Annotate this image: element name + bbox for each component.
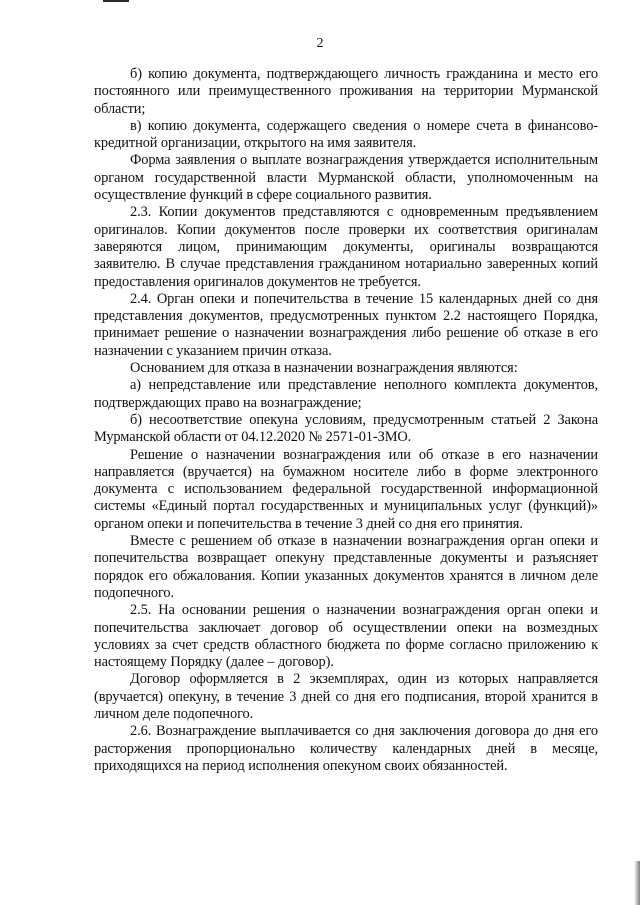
- paragraph-contract-copies: Договор оформляется в 2 экземплярах, один из которых направляется (вручается) опекуну, в течение 3 дней со дня его подписания, второй хранится в личном деле подопечного.: [94, 671, 598, 722]
- paragraph-decision-delivery: Решение о назначении вознаграждения или об отказе в его назначении направляется (вручается) на бумажном носителе либо в форме электронного документа с использованием федеральной государственной информационной системы «Единый портал государственных и муниципальных услуг (функций)» органом опеки и попечительства в течение 3 дней со дня его принятия.: [94, 446, 598, 532]
- paragraph-documents-return: Вместе с решением об отказе в назначении вознаграждения орган опеки и попечительства возвращает опекуну представленные документы и разъясняет порядок его обжалования. Копии указанных документов хранятся в личном деле подопечного.: [94, 533, 598, 601]
- paragraph-b-identity-copy: б) копию документа, подтверждающего личность гражданина и место его постоянного или преимущественного проживания на территории Мурманской области;: [94, 66, 598, 117]
- paragraph-refusal-a: а) непредставление или представление неполного комплекта документов, подтверждающих право на вознаграждение;: [94, 377, 598, 411]
- paragraph-2-5: 2.5. На основании решения о назначении вознаграждения орган опеки и попечительства заключает договор об осуществлении опеки на возмездных условиях за счет средств областного бюджета по форме согласно приложению к настоящему Порядку (далее – договор).: [94, 602, 598, 671]
- document-body: [94, 66, 598, 775]
- paragraph-application-form: Форма заявления о выплате вознаграждения утверждается исполнительным органом государственной власти Мурманской области, уполномоченным на осуществление функций в сфере социального развития.: [94, 152, 598, 204]
- paragraph-v-account-copy: в) копию документа, содержащего сведения о номере счета в финансово-кредитной организации, открытого на имя заявителя.: [94, 117, 598, 152]
- scan-mark-corner: [634, 861, 640, 905]
- paragraph-2-6: 2.6. Вознаграждение выплачивается со дня заключения договора до дня его расторжения пропорционально количеству календарных дней в месяце, приходящихся на период исполнения опекуном своих обязанностей.: [94, 723, 598, 774]
- page-number: 2: [316, 36, 324, 51]
- paragraph-2-4: 2.4. Орган опеки и попечительства в течение 15 календарных дней со дня представления документов, предусмотренных пунктом 2.2 настоящего Порядка, принимает решение о назначении вознаграждения либо решение об отказе в его назначении с указанием причин отказа.: [94, 290, 598, 359]
- paragraph-refusal-grounds: Основанием для отказа в назначении вознаграждения являются:: [130, 360, 518, 377]
- scan-mark-top: [103, 0, 129, 2]
- paragraph-2-3: 2.3. Копии документов представляются с одновременным предъявлением оригиналов. Копии документов после проверки их соответствия оригиналам заверяются лицом, принимающим документы, оригиналы возвращаются заявителю. В случае представления гражданином нотариально заверенных копий предоставления оригиналов документов не требуется.: [94, 204, 598, 290]
- paragraph-refusal-b: б) несоответствие опекуна условиям, предусмотренным статьей 2 Закона Мурманской области от 04.12.2020 № 2571-01-ЗМО.: [94, 411, 598, 446]
